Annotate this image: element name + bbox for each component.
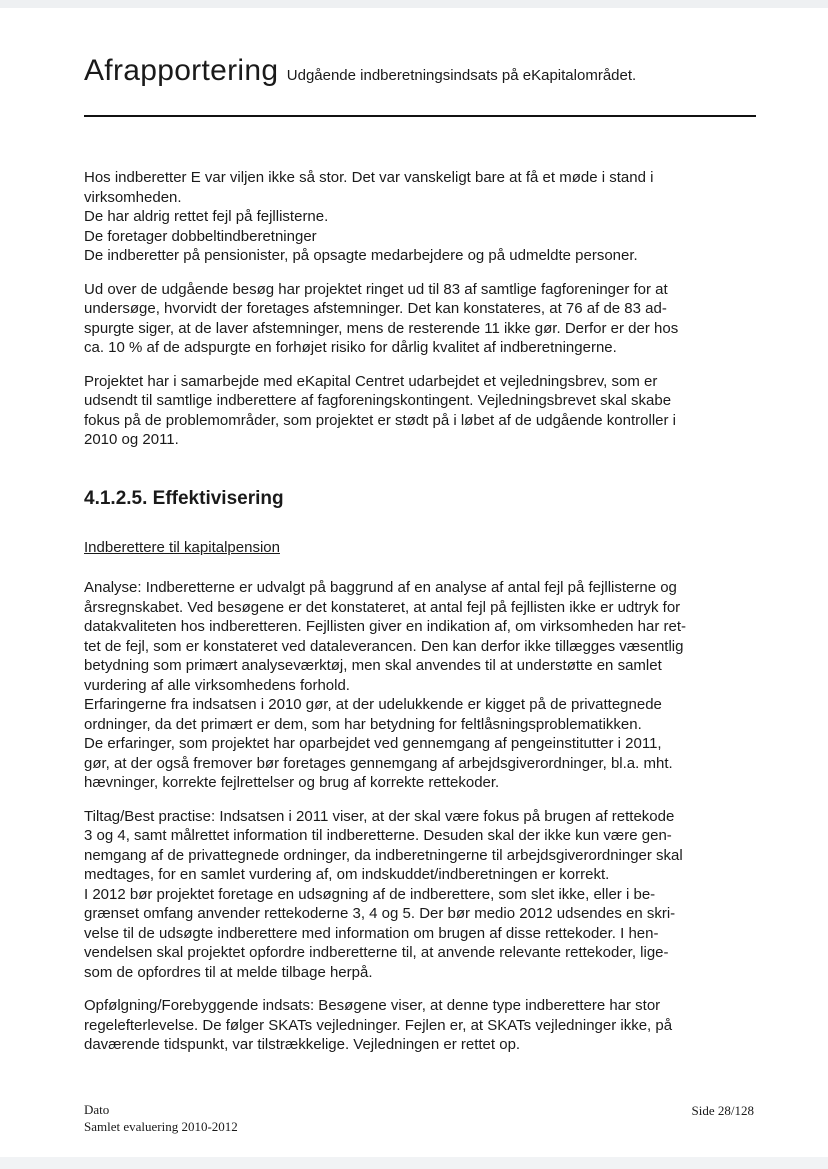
section2-text [84,578,756,1069]
section1-text [84,168,756,464]
text-line: Projektet har i samarbejde med eKapital Centret udarbejdet et vejledningsbrev, som er [84,372,658,390]
text-line: vurdering af alle virksomhedens forhold. [84,676,350,694]
header-subtitle: Udgående indberetningsindsats på eKapitalområdet. [286,67,637,84]
paragraph [84,807,756,983]
text-line: grænset omfang anvender rettekoderne 3, 4 og 5. Der bør medio 2012 udsendes en skri- [84,905,676,922]
paragraph [84,168,756,266]
header-title: Afrapportering [84,54,279,87]
text-line: undersøge, hvorvidt der foretages afstemninger. Det kan konstateres, at 76 af de 83 ad- [84,300,667,317]
text-line: gør, at der også fremover bør foretages gennemgang af arbejdsgiverordninger, bl.a. mht. [84,754,673,772]
text-line: Ud over de udgående besøg har projektet ringet ud til 83 af samtlige fagforeninger for at [84,280,668,298]
text-line: velse til de udsøgte indberettere med information om brugen af disse rettekoder. I hen- [84,924,659,942]
text-line: 2010 og 2011. [84,431,179,448]
text-line: De erfaringer, som projektet har oparbejdet ved gennemgang af pengeinstitutter i 2011, [84,735,662,752]
text-line: medtages, for en samlet vurdering af, om indskuddet/indberetningen er korrekt. [84,866,610,883]
footer-left [84,1101,238,1135]
text-line: betydning som primært analyseværktøj, men skal anvendes til at understøtte en samlet [84,657,662,674]
text-line: Erfaringerne fra indsatsen i 2010 gør, at der udelukkende er kigget på de privattegnede [84,696,662,713]
text-line: virksomheden. [84,188,182,206]
text-line: vendelsen skal projektet opfordre indberetterne til, at anvende relevante rettekoder, lige- [84,944,669,961]
scan-edge-top [0,0,828,8]
text-line: Tiltag/Best practise: Indsatsen i 2011 viser, at der skal være fokus på brugen af rettekode [84,807,675,825]
text-line: fokus på de problemområder, som projektet er stødt på i løbet af de udgående kontroller i [84,411,676,429]
paragraph [84,996,756,1055]
text-line: tet de fejl, som er konstateret ved dataleverancen. Den kan derfor ikke tillægges væsentlig [84,637,684,655]
text-line: ca. 10 % af de adspurgte en forhøjet risiko for dårlig kvalitet af indberetningerne. [84,339,617,356]
text-line: spurgte siger, at de laver afstemninger, mens de resterende 11 ikke gør. Derfor er der hos [84,319,679,337]
paragraph [84,578,756,793]
text-line: De indberetter på pensionister, på opsagte medarbejdere og på udmeldte personer. [84,247,638,264]
text-line: årsregnskabet. Ved besøgene er det konstateret, at antal fejl på fejllisten ikke er udtryk for [84,598,681,616]
text-line: nemgang af de privattegnede ordninger, da indberetningerne til arbejdsgiverordninger skal [84,846,683,864]
section-subheading: Indberettere til kapitalpension [84,539,280,556]
footer-date-label: Dato [84,1102,110,1117]
header-divider [84,115,756,117]
text-line: hævninger, korrekte fejlrettelser og brug af korrekte rettekoder. [84,774,500,791]
text-line: Opfølgning/Forebyggende indsats: Besøgene viser, at denne type indberettere har stor [84,997,661,1014]
text-line: Analyse: Indberetterne er udvalgt på baggrund af en analyse af antal fejl på fejllisterne og [84,579,677,596]
text-line: Hos indberetter E var viljen ikke så stor. Det var vanskeligt bare at få et møde i stand i [84,169,654,186]
text-line: De foretager dobbeltindberetninger [84,227,317,245]
footer-doc-name: Samlet evaluering 2010-2012 [84,1119,238,1134]
section-heading: 4.1.2.5. Effektivisering [84,488,284,509]
paragraph [84,280,756,358]
paragraph [84,372,756,450]
text-line: udsendt til samtlige indberettere af fagforeningskontingent. Vejledningsbrevet skal skabe [84,392,672,409]
page-number: Side 28/128 [691,1103,754,1118]
text-line: daværende tidspunkt, var tilstrækkelige. Vejledningen er rettet op. [84,1036,521,1053]
text-line: I 2012 bør projektet foretage en udsøgning af de indberettere, som slet ikke, eller i be- [84,885,656,903]
text-line: De har aldrig rettet fejl på fejllisterne. [84,208,329,225]
text-line: datakvaliteten hos indberetteren. Fejllisten giver en indikation af, om virksomheden har ret- [84,618,686,635]
text-line: ordninger, da det primært er dem, som har betydning for feltlåsningsproblematikken. [84,715,642,733]
text-line: regelefterlevelse. De følger SKATs vejledninger. Fejlen er, at SKATs vejledninger ikke, på [84,1016,673,1034]
scan-edge-bottom [0,1157,828,1169]
text-line: som de opfordres til at melde tilbage herpå. [84,963,373,981]
page-header [84,54,636,88]
text-line: 3 og 4, samt målrettet information til indberetterne. Desuden skal der ikke kun være gen- [84,827,672,844]
